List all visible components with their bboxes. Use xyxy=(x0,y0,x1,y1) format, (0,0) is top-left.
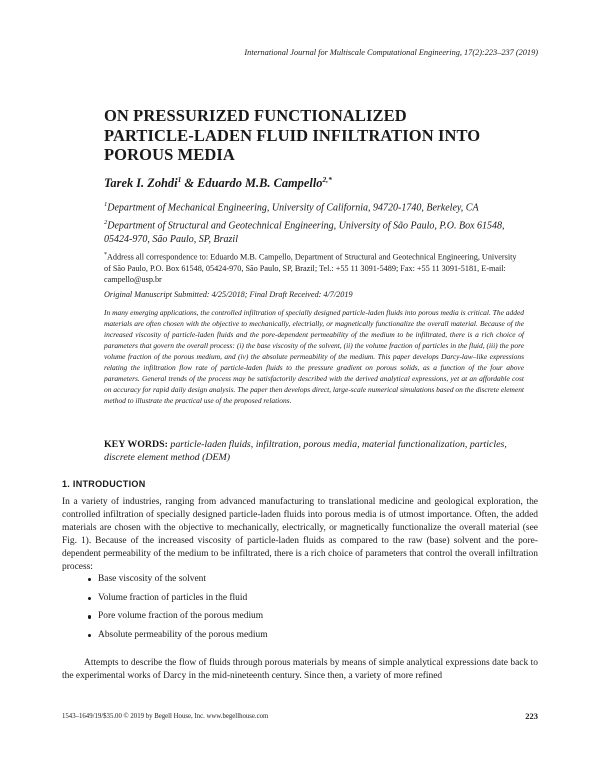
bullet-icon xyxy=(88,597,91,600)
author-affiliation-mark: 2,* xyxy=(322,175,332,184)
list-item-text: Absolute permeability of the porous medium xyxy=(98,629,268,640)
author-connector: & xyxy=(181,176,198,191)
affiliation-mark: 2 xyxy=(104,219,108,226)
list-item xyxy=(88,630,268,648)
correspondence-text: Address all correspondence to: Eduardo M.B. Campello, Department of Structural and Geotechnical Engineering, University of São Paulo, P.O. Box 61548, 05424-970, São Paulo, SP, Brazil; Tel.: +55 11 3091-5489; Fax: +55 11 3091-5181, E-mail: campello@usp.br xyxy=(104,252,517,284)
article-title xyxy=(104,106,524,165)
title-line: PARTICLE-LADEN FLUID INFILTRATION INTO xyxy=(104,125,481,145)
author-name: Tarek I. Zohdi xyxy=(104,176,178,191)
affiliation-text: Department of Mechanical Engineering, University of California, 94720-1740, Berkeley, CA xyxy=(107,202,479,214)
list-item-text: Base viscosity of the solvent xyxy=(98,574,206,584)
journal-citation: International Journal for Multiscale Computational Engineering, 17(2):223–237 (2019) xyxy=(244,48,538,57)
correspondence-mark: * xyxy=(104,252,107,258)
bullet-icon xyxy=(88,634,91,637)
title-line: ON PRESSURIZED FUNCTIONALIZED xyxy=(104,106,407,125)
correspondence-note xyxy=(104,250,524,285)
copyright-footer: 1543–1649/19/$35.00 © 2019 by Begell House, Inc. www.begellhouse.com xyxy=(62,713,269,720)
section-heading: 1. INTRODUCTION xyxy=(62,479,146,489)
author-list xyxy=(104,175,332,191)
keywords-label: KEY WORDS: xyxy=(104,439,168,450)
author-affiliation-mark: 1 xyxy=(177,175,182,184)
bullet-icon xyxy=(88,615,91,618)
manuscript-dates: Original Manuscript Submitted: 4/25/2018; Final Draft Received: 4/7/2019 xyxy=(104,290,353,299)
keywords xyxy=(104,438,524,464)
author-name: Eduardo M.B. Campello xyxy=(197,176,323,191)
affiliation xyxy=(104,198,514,215)
body-paragraph: In a variety of industries, ranging from advanced manufacturing to translational medicine and geological exploration, the controlled infiltration of specially designed particle-laden fluids into porous media is of utmost importance. Often, the added materials are chosen with the objective to mechanically, electrically, or magnetically functionalize the overall material (see Fig. 1). Because of the increased viscosity of particle-laden fluids as compared to the raw (base) solvent and the pore-dependent permeability of the medium to be infiltrated, there is a rich choice of parameters that control the overall infiltration process: xyxy=(62,497,538,573)
list-item-text: Pore volume fraction of the porous medium xyxy=(98,611,264,622)
list-item xyxy=(88,611,268,629)
page-number: 223 xyxy=(525,711,538,721)
bullet-icon xyxy=(88,578,91,581)
affiliation xyxy=(104,216,514,246)
parameter-list xyxy=(88,574,268,648)
affiliation-mark: 1 xyxy=(104,201,108,208)
list-item-text: Volume fraction of particles in the fluid xyxy=(98,592,248,603)
list-item xyxy=(88,593,268,611)
abstract: In many emerging applications, the controlled infiltration of specially designed particle-laden fluids into porous media is critical. The added materials are often chosen with the objective to mechanically, electrially, or magnetically functionalize the overall material. Because of the increased viscosity of particle-laden fluids and the pore-dependent permeability of the medium to be infiltrated, there is a rich choice of parameters that govern the overall process: (i) the base viscosity of the solvent, (ii) the volume fraction of particles in the fluid, (iii) the pore volume fraction of the porous medium, and (iv) the absolute permeability of the medium. This paper develops Darcy-law–like expressions relating the infiltration flow rate of particle-laden fluids to the pressure gradient on porous solids, as a function of the four above parameters. General trends of the process may be satisfactorily described with the derived analytical expressions, yet at an affordable cost on accuracy for rapid daily design analysis. The paper then develops direct, large-scale numerical simulations based on the discrete element method to illustrate the practical use of the proposed relations. xyxy=(104,308,524,405)
keywords-text: particle-laden fluids, infiltration, porous media, material functionalization, particles, discrete element method (DEM) xyxy=(104,439,507,464)
list-item xyxy=(88,574,268,592)
body-paragraph: Attempts to describe the flow of fluids through porous materials by means of simple analytical expressions date back to the experimental works of Darcy in the mid-nineteenth century. Since then, a variety of more refined xyxy=(62,658,538,682)
affiliation-text: Department of Structural and Geotechnical Engineering, University of São Paulo, P.O. Box 61548, 05424-970, São Paulo, SP, Brazil xyxy=(104,220,505,245)
title-line: POROUS MEDIA xyxy=(104,145,235,165)
